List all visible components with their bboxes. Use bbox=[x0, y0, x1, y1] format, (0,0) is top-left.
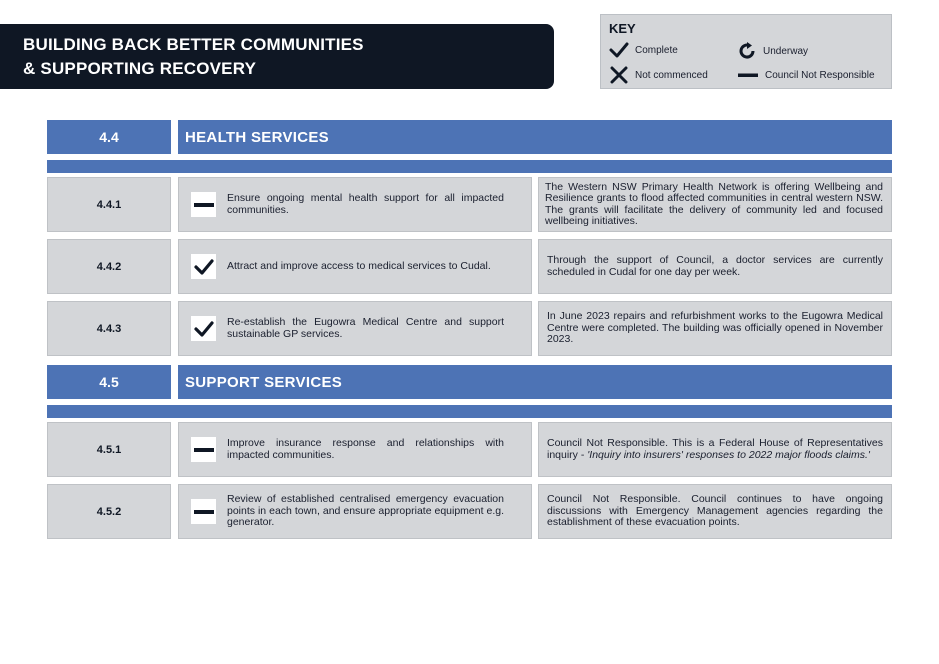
row-comment bbox=[538, 484, 892, 539]
key-council-not-responsible-label: Council Not Responsible bbox=[765, 69, 875, 81]
section-number: 4.5 bbox=[47, 365, 171, 399]
comment-text: The Western NSW Primary Health Network is offering Wellbeing and Resilience grants to flood affected communities in central western NSW. The grants will facilitate the delivery of community led and focused wellbeing initiatives. bbox=[545, 180, 883, 227]
dash-icon bbox=[194, 502, 214, 522]
section-title: SUPPORT SERVICES bbox=[178, 365, 892, 399]
dash-icon bbox=[194, 440, 214, 460]
action-text: Ensure ongoing mental health support for all impacted communities. bbox=[227, 192, 504, 216]
row-comment bbox=[538, 177, 892, 232]
title-banner bbox=[0, 24, 554, 89]
key-complete-label: Complete bbox=[635, 44, 678, 56]
row-comment bbox=[538, 422, 892, 477]
row-id: 4.4.2 bbox=[47, 239, 171, 294]
status-key bbox=[600, 14, 892, 89]
key-council-not-responsible bbox=[737, 66, 875, 84]
key-title: KEY bbox=[609, 21, 636, 36]
section-divider bbox=[47, 160, 892, 173]
row-id: 4.4.1 bbox=[47, 177, 171, 232]
row-action bbox=[178, 177, 532, 232]
row-action bbox=[178, 484, 532, 539]
row-id: 4.4.3 bbox=[47, 301, 171, 356]
action-text: Review of established centralised emergency evacuation points in each town, and ensure appropriate equipment e.g. generator. bbox=[227, 493, 504, 529]
row-comment bbox=[538, 239, 892, 294]
section-title: HEALTH SERVICES bbox=[178, 120, 892, 154]
comment-text: In June 2023 repairs and refurbishment works to the Eugowra Medical Centre were completed. The building was officially opened in November 2023. bbox=[547, 310, 883, 346]
action-text: Attract and improve access to medical services to Cudal. bbox=[227, 259, 491, 272]
comment-text bbox=[547, 438, 883, 461]
comment-text: Through the support of Council, a doctor services are currently scheduled in Cudal for one day per week. bbox=[547, 254, 883, 278]
row-id: 4.5.1 bbox=[47, 422, 171, 477]
comment-text: Council Not Responsible. Council continues to have ongoing discussions with Emergency Management agencies regarding the establishment of these evacuation points. bbox=[547, 493, 883, 529]
page-title-line-2: & SUPPORTING RECOVERY bbox=[23, 59, 257, 78]
action-text: Re-establish the Eugowra Medical Centre and support sustainable GP services. bbox=[227, 316, 504, 340]
section-number: 4.4 bbox=[47, 120, 171, 154]
key-underway bbox=[737, 41, 808, 61]
status-indicator bbox=[191, 192, 216, 217]
key-complete bbox=[609, 41, 678, 59]
status-indicator bbox=[191, 499, 216, 524]
page-title-line-1: BUILDING BACK BETTER COMMUNITIES bbox=[23, 35, 364, 54]
row-action bbox=[178, 301, 532, 356]
section-divider bbox=[47, 405, 892, 418]
key-not-commenced-label: Not commenced bbox=[635, 69, 708, 81]
status-indicator bbox=[191, 254, 216, 279]
refresh-icon bbox=[737, 41, 757, 61]
check-icon bbox=[193, 257, 215, 277]
cross-icon bbox=[609, 66, 629, 84]
status-indicator bbox=[191, 437, 216, 462]
comment-text-italic: 'Inquiry into insurers' responses to 2022 major floods claims.' bbox=[587, 448, 870, 461]
action-text: Improve insurance response and relationships with impacted communities. bbox=[227, 437, 504, 461]
key-not-commenced bbox=[609, 66, 708, 84]
key-underway-label: Underway bbox=[763, 45, 809, 57]
row-action bbox=[178, 239, 532, 294]
check-icon bbox=[609, 41, 629, 59]
dash-icon bbox=[194, 195, 214, 215]
row-id: 4.5.2 bbox=[47, 484, 171, 539]
row-action bbox=[178, 422, 532, 477]
row-comment bbox=[538, 301, 892, 356]
status-indicator bbox=[191, 316, 216, 341]
check-icon bbox=[193, 319, 215, 339]
dash-icon bbox=[737, 66, 759, 84]
comment-text-main: Council Not Responsible. This is a Federal House of Representatives inquiry - bbox=[547, 437, 883, 461]
